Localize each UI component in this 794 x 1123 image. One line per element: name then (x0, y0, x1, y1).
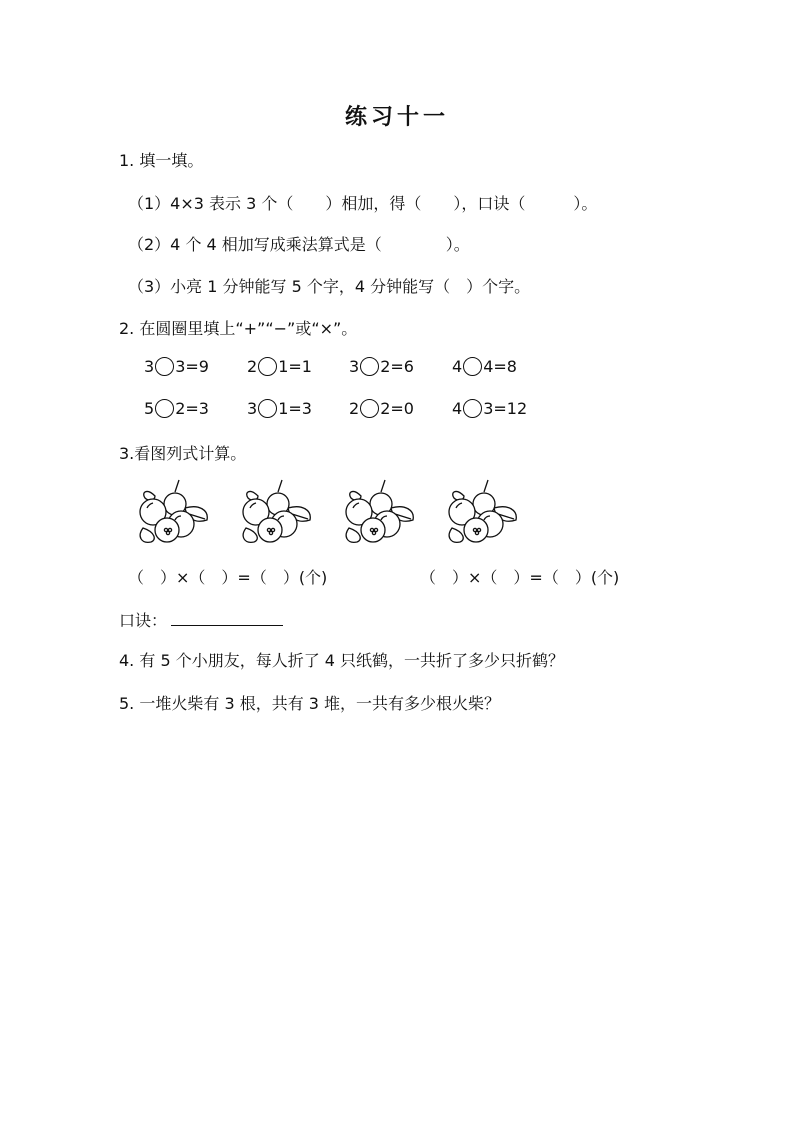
q1-item-3: （3）小亮 1 分钟能写 5 个字，4 分钟能写（ ）个字。 (128, 277, 531, 296)
answer-circle[interactable] (463, 357, 482, 376)
answer-circle[interactable] (360, 399, 379, 418)
answer-circle[interactable] (258, 357, 277, 376)
answer-line[interactable] (171, 611, 283, 626)
operand: 3 (247, 399, 258, 418)
q3-formula-right: （ ）×（ ）=（ ）(个) (420, 568, 620, 587)
q2-equation (452, 357, 517, 376)
operand: 4=8 (483, 357, 517, 376)
fruit-cluster-icon (236, 478, 316, 548)
operand: 2 (349, 399, 360, 418)
answer-circle[interactable] (155, 399, 174, 418)
koujue-label: 口诀： (119, 611, 168, 630)
operand: 3 (144, 357, 155, 376)
answer-circle[interactable] (258, 399, 277, 418)
operand: 5 (144, 399, 155, 418)
operand: 3=9 (175, 357, 209, 376)
q2-equation (452, 399, 527, 418)
q3-heading: 3.看图列式计算。 (119, 444, 247, 463)
q3-formula-left: （ ）×（ ）=（ ）(个) (128, 568, 328, 587)
operand: 2=3 (175, 399, 209, 418)
answer-circle[interactable] (155, 357, 174, 376)
q2-equation (247, 399, 312, 418)
operand: 3=12 (483, 399, 528, 418)
operand: 1=3 (278, 399, 312, 418)
fruit-cluster-icon (442, 478, 522, 548)
fruit-cluster-icon (133, 478, 213, 548)
q2-equation (144, 399, 209, 418)
operand: 4 (452, 399, 463, 418)
q2-heading: 2. 在圆圈里填上“+”“−”或“×”。 (119, 319, 358, 338)
answer-circle[interactable] (360, 357, 379, 376)
operand: 2=0 (380, 399, 414, 418)
operand: 3 (349, 357, 360, 376)
q1-item-2: （2）4 个 4 相加写成乘法算式是（ ）。 (128, 235, 470, 254)
q4-text: 4. 有 5 个小朋友，每人折了 4 只纸鹤，一共折了多少只折鹤？ (119, 651, 565, 670)
operand: 1=1 (278, 357, 312, 376)
q1-item-1: （1）4×3 表示 3 个（ ）相加，得（ ），口诀（ ）。 (128, 194, 598, 213)
q2-equation (144, 357, 209, 376)
operand: 4 (452, 357, 463, 376)
page-title: 练习十一 (344, 105, 449, 130)
q3-koujue (119, 608, 283, 631)
operand: 2 (247, 357, 258, 376)
q2-equation (247, 357, 312, 376)
q2-equation (349, 399, 414, 418)
q2-equation (349, 357, 414, 376)
operand: 2=6 (380, 357, 414, 376)
q5-text: 5. 一堆火柴有 3 根，共有 3 堆，一共有多少根火柴？ (119, 694, 501, 713)
answer-circle[interactable] (463, 399, 482, 418)
fruit-cluster-icon (339, 478, 419, 548)
q1-heading: 1. 填一填。 (119, 151, 204, 170)
